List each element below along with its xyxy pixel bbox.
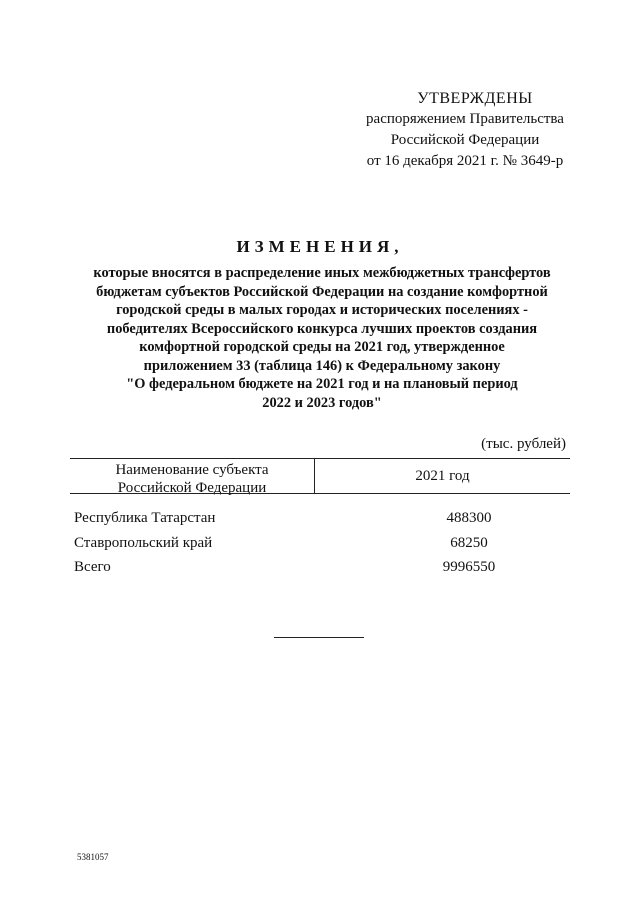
row-subject: Ставропольский край — [74, 535, 213, 551]
approval-heading: УТВЕРЖДЕНЫ — [417, 90, 533, 107]
units-label: (тыс. рублей) — [481, 436, 566, 452]
subtitle-line: победителях Всероссийского конкурса лучших проектов создания — [106, 320, 538, 337]
table-row-total — [74, 559, 570, 581]
header-year: 2021 год — [415, 468, 470, 484]
row-value: 9996550 — [442, 559, 496, 575]
subtitle-line: городской среды в малых городах и исторических поселениях - — [116, 302, 528, 318]
header-line: Наименование субъекта — [115, 462, 269, 478]
row-subject: Всего — [74, 559, 111, 575]
subtitle-line: бюджетам субъектов Российской Федерации на создание комфортной — [96, 283, 548, 300]
table-row — [74, 510, 570, 532]
table-header-bottom-rule — [70, 493, 570, 494]
subtitle-line: которые вносятся в распределение иных межбюджетных трансфертов — [93, 265, 551, 281]
document-title: ИЗМЕНЕНИЯ, — [236, 237, 404, 256]
subtitle-line: приложением 33 (таблица 146) к Федеральному закону — [143, 357, 501, 374]
header-subject-name — [70, 461, 314, 497]
subtitle-line: 2022 и 2023 годов" — [262, 394, 382, 411]
document-number: 5381057 — [77, 852, 109, 862]
approval-line: распоряжением Правительства — [366, 111, 564, 127]
end-of-document-line — [274, 637, 364, 638]
row-value: 68250 — [450, 535, 488, 551]
approval-line: Российской Федерации — [390, 132, 540, 148]
approval-block — [330, 88, 600, 172]
table-row — [74, 535, 570, 557]
table-top-rule — [70, 458, 570, 459]
approval-date-line: от 16 декабря 2021 г. № 3649-р — [366, 153, 564, 169]
subtitle-line: "О федеральном бюджете на 2021 год и на плановый период — [126, 376, 518, 392]
row-value: 488300 — [446, 510, 492, 526]
subtitle-line: комфортной городской среды на 2021 год, утвержденное — [139, 339, 505, 355]
document-subtitle — [72, 264, 572, 412]
row-subject: Республика Татарстан — [74, 510, 216, 526]
header-line: Российской Федерации — [117, 480, 267, 496]
